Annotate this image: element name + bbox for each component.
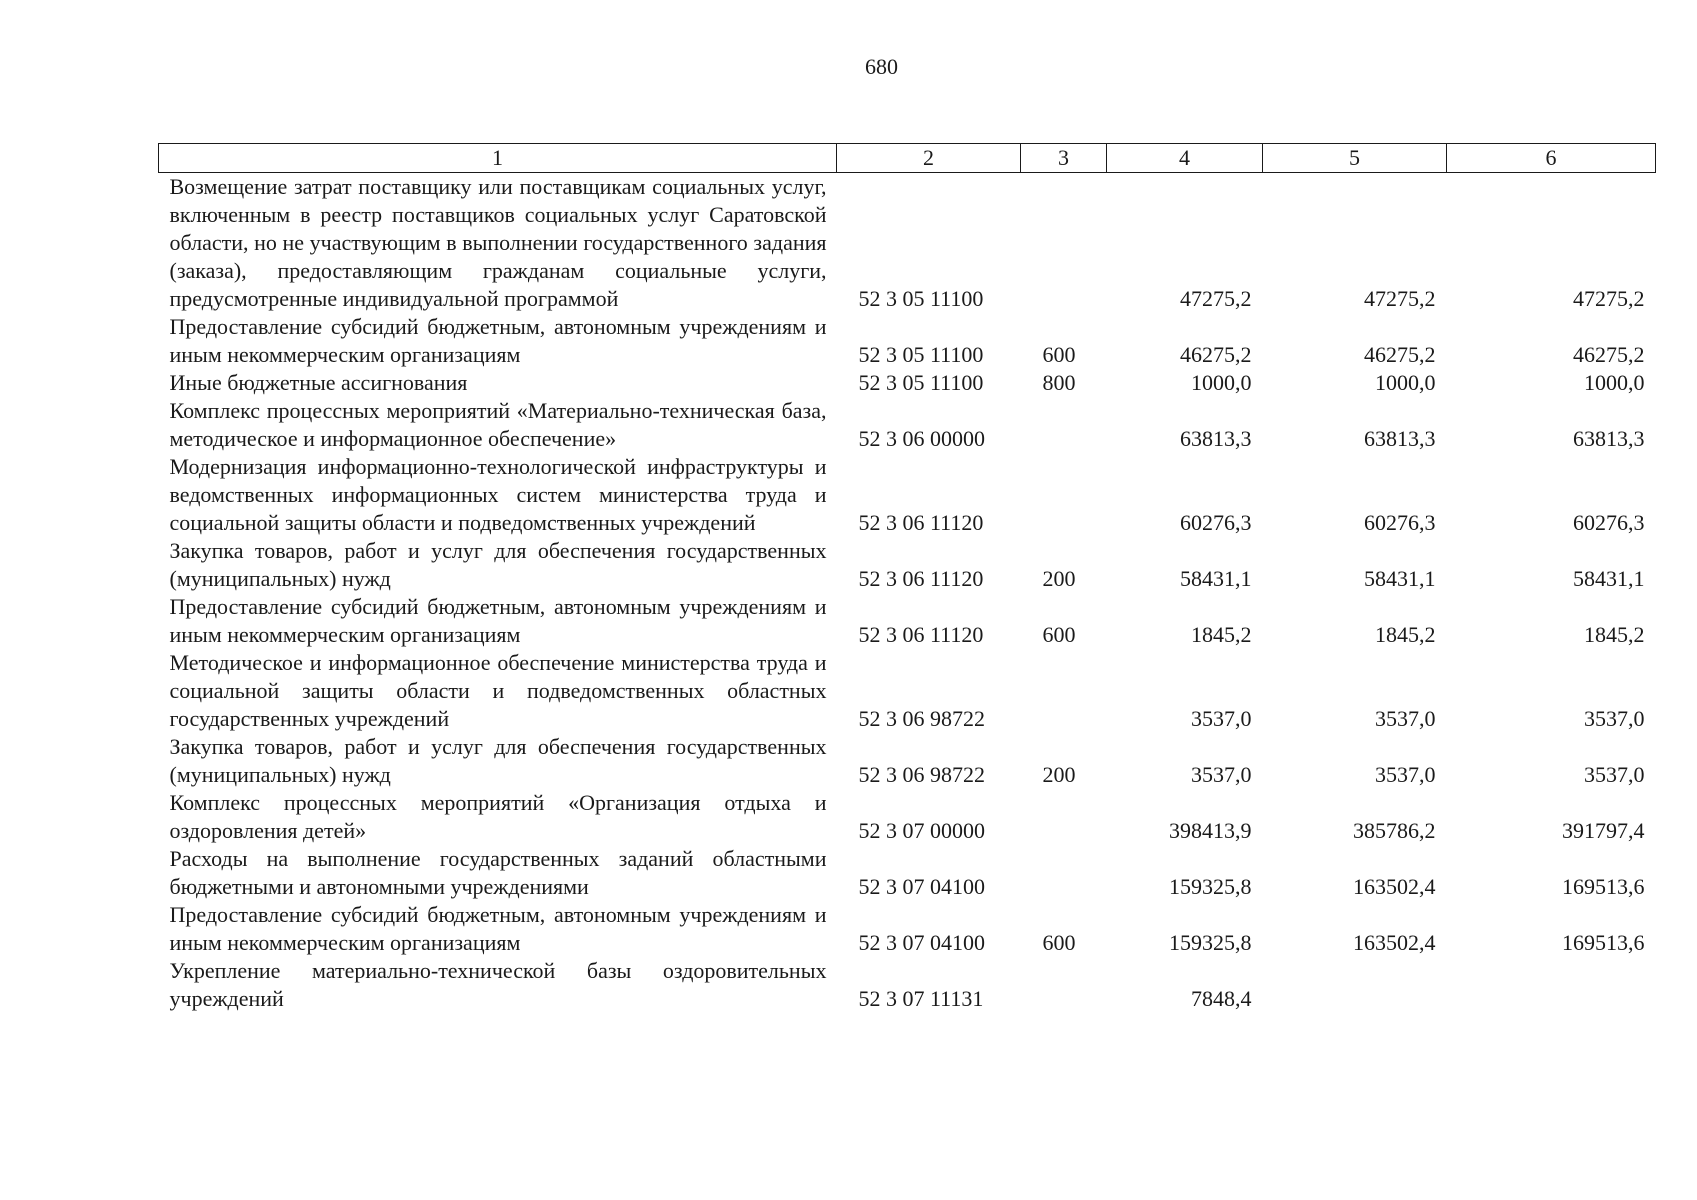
row-expense-type [1021, 789, 1107, 845]
row-amount-col-4: 159325,8 [1169, 874, 1252, 899]
table-row [159, 369, 1656, 397]
row-amount-col-4: 46275,2 [1180, 342, 1252, 367]
row-target-code: 52 3 05 11100 [858, 342, 984, 367]
row-target-code: 52 3 06 11120 [858, 622, 984, 647]
row-amount-col-4: 3537,0 [1191, 762, 1252, 787]
row-amount-col-6: 3537,0 [1584, 706, 1645, 731]
row-description: Комплекс процессных мероприятий «Материально-техническая база, методическое и информационное обеспечение» [169, 398, 827, 451]
header-col-5: 5 [1263, 144, 1447, 173]
row-description: Укрепление материально-технической базы оздоровительных учреждений [169, 958, 827, 1011]
row-expense-type: 800 [1042, 370, 1076, 395]
table-row [159, 537, 1656, 593]
row-expense-type: 600 [1042, 930, 1076, 955]
row-expense-type [1021, 649, 1107, 733]
row-target-code: 52 3 05 11100 [858, 286, 984, 311]
row-description: Иные бюджетные ассигнования [169, 370, 468, 395]
table-row [159, 957, 1656, 1013]
row-amount-col-6: 169513,6 [1562, 930, 1645, 955]
row-amount-col-5: 58431,1 [1364, 566, 1436, 591]
row-amount-col-6: 169513,6 [1562, 874, 1645, 899]
row-expense-type: 200 [1042, 762, 1076, 787]
row-target-code: 52 3 07 04100 [858, 874, 985, 899]
header-col-1: 1 [159, 144, 837, 173]
row-amount-col-4: 60276,3 [1180, 510, 1252, 535]
row-description: Методическое и информационное обеспечение министерства труда и социальной защиты области и подведомственных областных государственных учреждений [169, 650, 827, 731]
row-target-code: 52 3 05 11100 [858, 370, 984, 395]
row-target-code: 52 3 06 11120 [858, 566, 984, 591]
row-expense-type: 600 [1042, 342, 1076, 367]
row-amount-col-5: 3537,0 [1375, 762, 1436, 787]
budget-table [158, 143, 1656, 1013]
row-target-code: 52 3 07 04100 [858, 930, 985, 955]
row-description: Возмещение затрат поставщику или поставщикам социальных услуг, включенным в реестр поставщиков социальных услуг Саратовской области, но не участвующим в выполнении государственного задания (заказа), предоставляющим гражданам социальные услуги, предусмотренные индивидуальной программой [169, 174, 827, 311]
row-amount-col-5: 163502,4 [1353, 930, 1436, 955]
row-amount-col-5: 3537,0 [1375, 706, 1436, 731]
row-amount-col-6: 3537,0 [1584, 762, 1645, 787]
row-expense-type [1021, 173, 1107, 314]
row-description: Модернизация информационно-технологической инфраструктуры и ведомственных информационных систем министерства труда и социальной защиты области и подведомственных учреждений [169, 454, 827, 535]
header-col-3: 3 [1021, 144, 1107, 173]
row-amount-col-5: 46275,2 [1364, 342, 1436, 367]
row-amount-col-5: 63813,3 [1364, 426, 1436, 451]
row-target-code: 52 3 07 00000 [858, 818, 985, 843]
row-amount-col-4: 47275,2 [1180, 286, 1252, 311]
row-amount-col-6: 47275,2 [1573, 286, 1645, 311]
row-amount-col-4: 159325,8 [1169, 930, 1252, 955]
row-amount-col-6: 63813,3 [1573, 426, 1645, 451]
row-expense-type: 600 [1042, 622, 1076, 647]
row-expense-type: 200 [1042, 566, 1076, 591]
row-amount-col-5: 60276,3 [1364, 510, 1436, 535]
row-description: Предоставление субсидий бюджетным, автономным учреждениям и иным некоммерческим организациям [169, 314, 827, 367]
table-row [159, 901, 1656, 957]
table-row [159, 173, 1656, 314]
row-amount-col-6: 1000,0 [1584, 370, 1645, 395]
header-col-6: 6 [1447, 144, 1656, 173]
row-amount-col-4: 58431,1 [1180, 566, 1252, 591]
table-row [159, 789, 1656, 845]
row-expense-type [1021, 957, 1107, 1013]
table-row [159, 845, 1656, 901]
row-target-code: 52 3 07 11131 [858, 986, 984, 1011]
row-amount-col-4: 3537,0 [1191, 706, 1252, 731]
row-target-code: 52 3 06 98722 [858, 706, 985, 731]
table-header-row [159, 144, 1656, 173]
row-amount-col-6: 391797,4 [1562, 818, 1645, 843]
table-row [159, 593, 1656, 649]
row-target-code: 52 3 06 11120 [858, 510, 984, 535]
row-amount-col-6: 60276,3 [1573, 510, 1645, 535]
row-amount-col-4: 398413,9 [1169, 818, 1252, 843]
row-amount-col-6: 58431,1 [1573, 566, 1645, 591]
row-description: Комплекс процессных мероприятий «Организация отдыха и оздоровления детей» [169, 790, 827, 843]
row-target-code: 52 3 06 98722 [858, 762, 985, 787]
row-amount-col-6 [1447, 957, 1656, 1013]
row-description: Закупка товаров, работ и услуг для обеспечения государственных (муниципальных) нужд [169, 734, 827, 787]
header-col-4: 4 [1107, 144, 1263, 173]
row-description: Расходы на выполнение государственных заданий областными бюджетными и автономными учреждениями [169, 846, 827, 899]
row-target-code: 52 3 06 00000 [858, 426, 985, 451]
table-row [159, 453, 1656, 537]
row-description: Закупка товаров, работ и услуг для обеспечения государственных (муниципальных) нужд [169, 538, 827, 591]
table-row [159, 313, 1656, 369]
row-amount-col-4: 7848,4 [1191, 986, 1252, 1011]
row-amount-col-5: 385786,2 [1353, 818, 1436, 843]
row-amount-col-5: 163502,4 [1353, 874, 1436, 899]
row-amount-col-5: 1845,2 [1375, 622, 1436, 647]
row-expense-type [1021, 453, 1107, 537]
row-description: Предоставление субсидий бюджетным, автономным учреждениям и иным некоммерческим организациям [169, 594, 827, 647]
table-row [159, 649, 1656, 733]
row-amount-col-6: 46275,2 [1573, 342, 1645, 367]
row-amount-col-6: 1845,2 [1584, 622, 1645, 647]
row-amount-col-4: 63813,3 [1180, 426, 1252, 451]
header-col-2: 2 [837, 144, 1021, 173]
table-row [159, 733, 1656, 789]
row-amount-col-5 [1263, 957, 1447, 1013]
row-amount-col-5: 47275,2 [1364, 286, 1436, 311]
page-number: 680 [865, 54, 898, 79]
row-description: Предоставление субсидий бюджетным, автономным учреждениям и иным некоммерческим организациям [169, 902, 827, 955]
row-amount-col-4: 1000,0 [1191, 370, 1252, 395]
row-expense-type [1021, 845, 1107, 901]
table-row [159, 397, 1656, 453]
row-amount-col-4: 1845,2 [1191, 622, 1252, 647]
row-expense-type [1021, 397, 1107, 453]
row-amount-col-5: 1000,0 [1375, 370, 1436, 395]
